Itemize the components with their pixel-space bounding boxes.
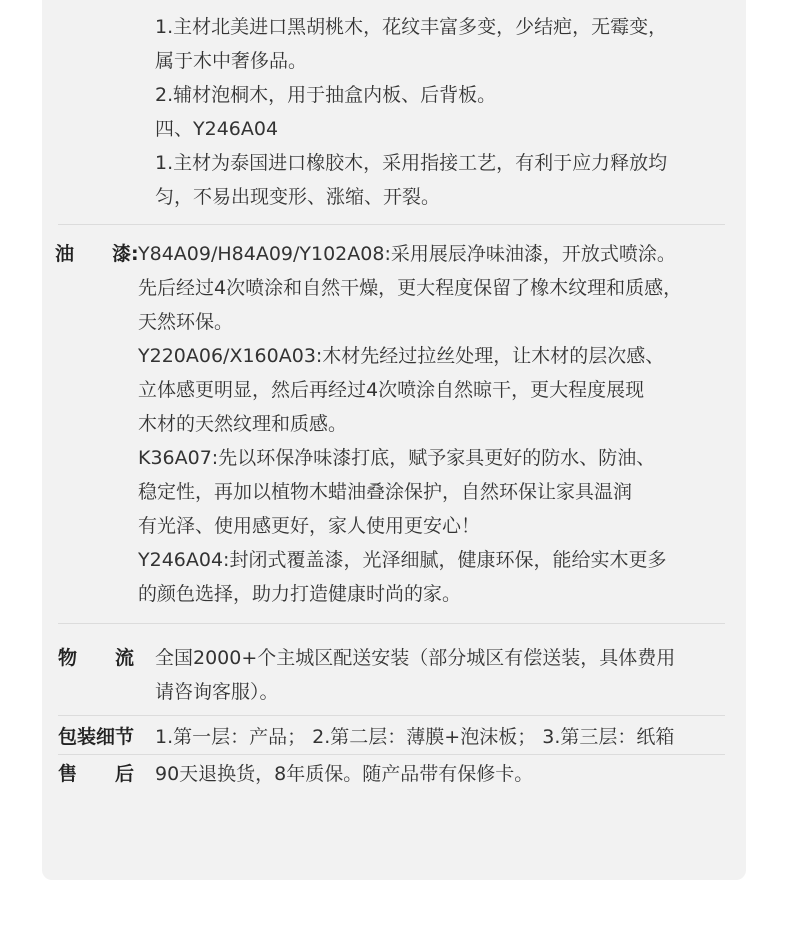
section-divider	[58, 623, 725, 624]
paint-label: 油 漆:	[55, 243, 139, 265]
paint-line-10: Y246A04:封闭式覆盖漆，光泽细腻，健康环保，能给实木更多	[138, 549, 667, 571]
aftersale-label: 售 后	[58, 763, 135, 785]
section-divider	[58, 715, 725, 716]
paint-line-3: 天然环保。	[138, 311, 234, 333]
paint-line-6: 木材的天然纹理和质感。	[138, 413, 348, 435]
logistics-line-2: 请咨询客服）。	[155, 681, 279, 703]
section-divider	[58, 224, 725, 225]
packaging-label: 包装细节	[58, 726, 135, 748]
paint-line-7: K36A07:先以环保净味漆打底，赋予家具更好的防水、防油、	[138, 447, 656, 469]
logistics-line-1: 全国2000+个主城区配送安装（部分城区有偿送装，具体费用	[155, 647, 676, 669]
paint-line-2: 先后经过4次喷涂和自然干燥，更大程度保留了橡木纹理和质感，	[138, 277, 683, 299]
packaging-line-1: 1.第一层：产品； 2.第二层：薄膜+泡沫板； 3.第三层：纸箱	[155, 726, 675, 748]
material-line-3: 2.辅材泡桐木，用于抽盒内板、后背板。	[155, 84, 497, 106]
material-line-6: 匀，不易出现变形、涨缩、开裂。	[155, 186, 441, 208]
paint-line-5: 立体感更明显，然后再经过4次喷涂自然晾干，更大程度展现	[138, 379, 645, 401]
paint-line-11: 的颜色选择，助力打造健康时尚的家。	[138, 583, 462, 605]
material-line-2: 属于木中奢侈品。	[155, 50, 308, 72]
material-line-5: 1.主材为泰国进口橡胶木，采用指接工艺，有利于应力释放均	[155, 152, 668, 174]
material-line-1: 1.主材北美进口黑胡桃木，花纹丰富多变，少结疤，无霉变，	[155, 16, 668, 38]
paint-line-9: 有光泽、使用感更好，家人使用更安心！	[138, 515, 481, 537]
paint-line-8: 稳定性，再加以植物木蜡油叠涂保护，自然环保让家具温润	[138, 481, 633, 503]
section-divider	[58, 754, 725, 755]
paint-line-4: Y220A06/X160A03:木材先经过拉丝处理，让木材的层次感、	[138, 345, 665, 367]
aftersale-line-1: 90天退换货，8年质保。随产品带有保修卡。	[155, 763, 534, 785]
material-subheading: 四、Y246A04	[155, 118, 279, 140]
paint-line-1: Y84A09/H84A09/Y102A08:采用展辰净味油漆，开放式喷涂。	[138, 243, 676, 265]
logistics-label: 物 流	[58, 647, 135, 669]
